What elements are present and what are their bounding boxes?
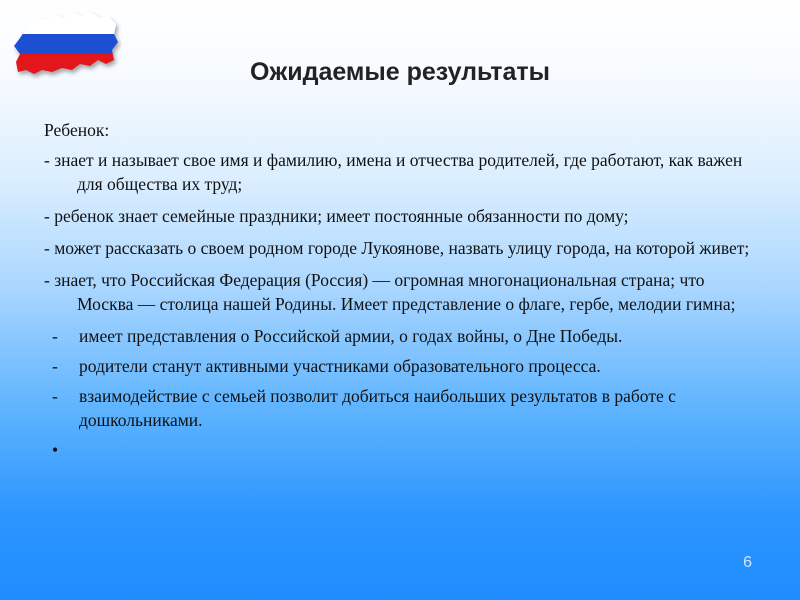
list-item bbox=[44, 324, 764, 348]
paragraph: - знает и называет свое имя и фамилию, имена и отчества родителей, где работают, как важен для общества их труд; bbox=[44, 150, 743, 194]
slide-title: Ожидаемые результаты bbox=[250, 58, 550, 86]
paragraph: - ребенок знает семейные праздники; имеет постоянные обязанности по дому; bbox=[44, 206, 629, 226]
lead-text: Ребенок: bbox=[44, 120, 110, 140]
dash-bullet: - bbox=[52, 356, 58, 376]
paragraph: - может рассказать о своем родном городе Лукоянове, назвать улицу города, на которой живет; bbox=[44, 238, 750, 258]
bullet-list bbox=[44, 324, 764, 460]
list-item-text: имеет представления о Российской армии, о годах войны, о Дне Победы. bbox=[79, 326, 623, 346]
page-number: 6 bbox=[743, 554, 752, 571]
content bbox=[44, 118, 764, 460]
paragraph: - знает, что Российская Федерация (Россия) — огромная многонациональная страна; что Москва — столица нашей Родины. Имеет представление о флаге, гербе, мелодии гимна; bbox=[44, 270, 736, 314]
dash-bullet: - bbox=[52, 386, 58, 406]
dash-bullet: - bbox=[52, 326, 58, 346]
list-item-text: взаимодействие с семьей позволит добиться наибольших результатов в работе с дошкольниками. bbox=[79, 386, 676, 430]
list-item-text: родители станут активными участниками образовательного процесса. bbox=[79, 356, 601, 376]
list-item bbox=[44, 354, 764, 378]
dot-bullet: • bbox=[52, 440, 59, 460]
list-item bbox=[44, 384, 764, 432]
